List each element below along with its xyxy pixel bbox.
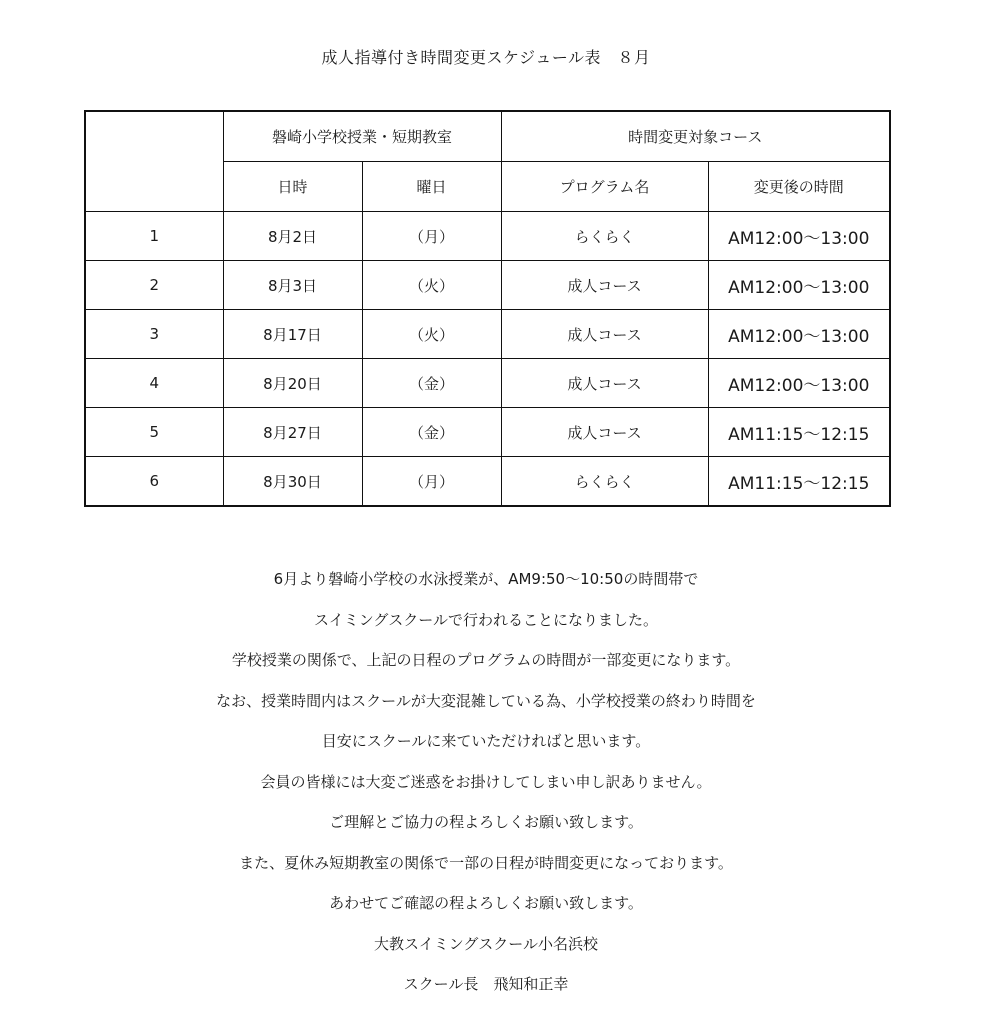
notice-line: なお、授業時間内はスクールが大変混雑している為、小学校授業の終わり時間を	[216, 691, 756, 710]
header-school-group: 磐崎小学校授業・短期教室	[223, 111, 501, 162]
header-course-group: 時間変更対象コース	[501, 111, 890, 162]
row-new-time: AM11:15～12:15	[708, 408, 890, 457]
table-row	[85, 261, 890, 310]
table-row	[85, 457, 890, 507]
header-weekday: 曜日	[362, 162, 501, 212]
row-weekday: （金）	[362, 359, 501, 408]
row-new-time: AM12:00～13:00	[708, 310, 890, 359]
row-number: 6	[85, 457, 223, 507]
notice-line: 目安にスクールに来ていただければと思います。	[321, 732, 651, 750]
row-number: 3	[85, 310, 223, 359]
row-date: 8月17日	[223, 310, 362, 359]
row-number: 2	[85, 261, 223, 310]
row-date: 8月30日	[223, 457, 362, 507]
row-weekday: （金）	[362, 408, 501, 457]
table-row	[85, 310, 890, 359]
row-number: 1	[85, 212, 223, 261]
header-date: 日時	[223, 162, 362, 212]
schedule-table	[84, 110, 891, 507]
header-new-time: 変更後の時間	[708, 162, 890, 212]
header-program: プログラム名	[501, 162, 708, 212]
row-program: 成人コース	[501, 408, 708, 457]
row-date: 8月27日	[223, 408, 362, 457]
notice-line: スイミングスクールで行われることになりました。	[314, 610, 658, 629]
row-date: 8月3日	[223, 261, 362, 310]
row-new-time: AM12:00～13:00	[708, 261, 890, 310]
row-weekday: （月）	[362, 212, 501, 261]
school-name: 大教スイミングスクール小名浜校	[374, 934, 598, 953]
page-title: 成人指導付き時間変更スケジュール表 ８月	[321, 48, 651, 67]
notice-line: ご理解とご協力の程よろしくお願い致します。	[329, 813, 643, 831]
row-program: 成人コース	[501, 310, 708, 359]
notice-line: あわせてご確認の程よろしくお願い致します。	[329, 894, 643, 912]
row-new-time: AM12:00～13:00	[708, 359, 890, 408]
row-weekday: （火）	[362, 261, 501, 310]
row-weekday: （月）	[362, 457, 501, 507]
row-new-time: AM11:15～12:15	[708, 457, 890, 507]
header-blank-cell	[85, 111, 223, 212]
row-date: 8月2日	[223, 212, 362, 261]
signature-line: スクール長 飛知和正幸	[403, 975, 569, 993]
table-row	[85, 359, 890, 408]
table-header-row	[85, 111, 890, 162]
row-number: 4	[85, 359, 223, 408]
notice-line: また、夏休み短期教室の関係で一部の日程が時間変更になっております。	[239, 853, 733, 872]
row-program: らくらく	[501, 212, 708, 261]
row-number: 5	[85, 408, 223, 457]
row-program: 成人コース	[501, 359, 708, 408]
table-row	[85, 212, 890, 261]
row-date: 8月20日	[223, 359, 362, 408]
notice-line: 会員の皆様には大変ご迷惑をお掛けしてしまい申し訳ありません。	[260, 772, 712, 791]
notice-line: 学校授業の関係で、上記の日程のプログラムの時間が一部変更になります。	[231, 651, 741, 669]
row-program: らくらく	[501, 457, 708, 507]
row-program: 成人コース	[501, 261, 708, 310]
notice-line: 6月より磐崎小学校の水泳授業が、AM9:50～10:50の時間帯で	[273, 570, 699, 588]
notice-text	[0, 565, 972, 1011]
row-new-time: AM12:00～13:00	[708, 212, 890, 261]
table-row	[85, 408, 890, 457]
row-weekday: （火）	[362, 310, 501, 359]
